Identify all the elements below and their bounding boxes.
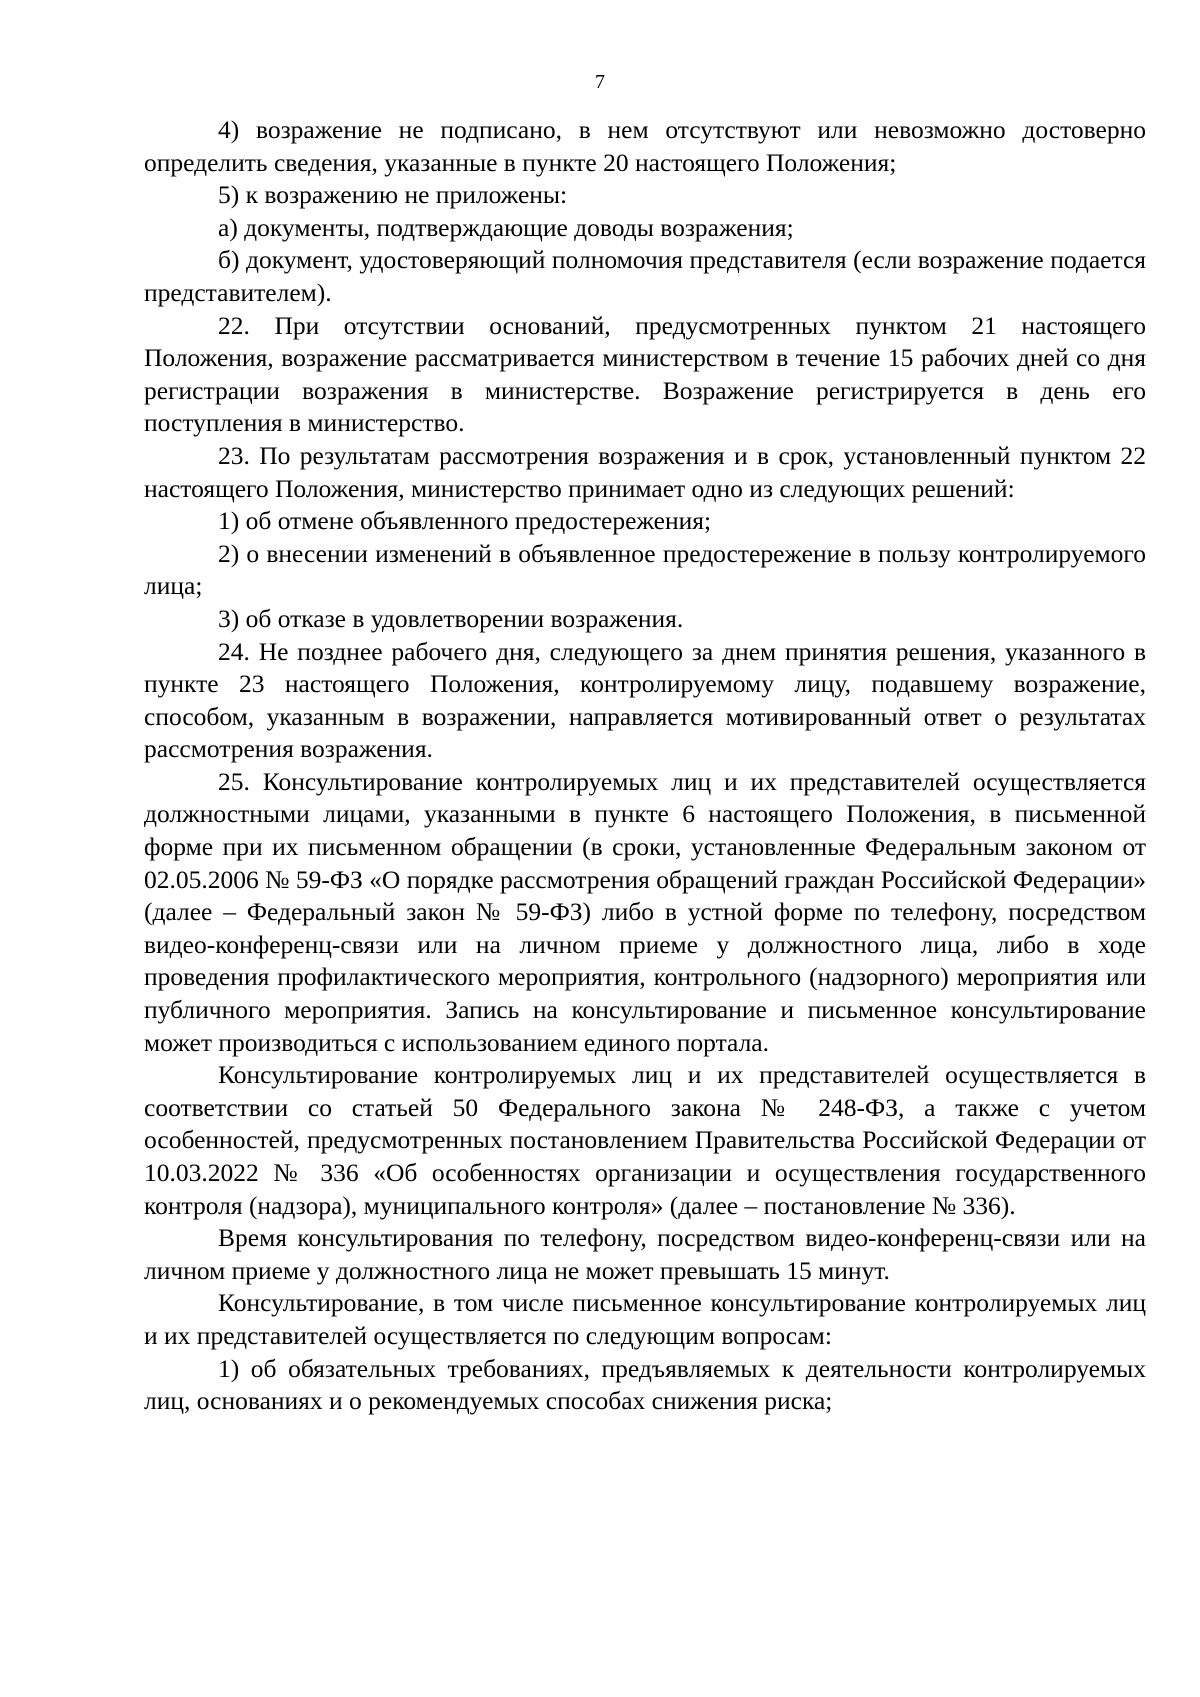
page-number: 7 (595, 71, 605, 93)
paragraph-decision-3: 3) об отказе в удовлетворении возражения. (218, 603, 684, 633)
paragraph-decision-2: 2) о внесении изменений в объявленное предостережение в пользу контролируемого лица; (144, 538, 1146, 601)
paragraph-clause-22: 22. При отсутствии оснований, предусмотренных пунктом 21 настоящего Положения, возражение рассматривается министерством в течение 15 рабочих дней со дня регистрации возражения в министерстве. Возражение регистрируется в день его поступления в министерство. (144, 310, 1146, 438)
paragraph-subitem-b: б) документ, удостоверяющий полномочия представителя (если возражение подается представителем). (144, 245, 1146, 307)
paragraph-clause-24: 24. Не позднее рабочего дня, следующего за днем принятия решения, указанного в пункте 23 настоящего Положения, контролируемому лицу, подавшему возражение, способом, указанным в возражении, направляется мотивированный ответ о результатах рассмотрения возражения. (144, 636, 1146, 764)
paragraph-clause-25: 25. Консультирование контролируемых лиц и их представителей осуществляется должностными лицами, указанными в пункте 6 настоящего Положения, в письменной форме при их письменном обращении (в сроки, установленные Федеральным законом от 02.05.2006 № 59-ФЗ «О порядке рассмотрения обращений граждан Российской Федерации» (далее – Федеральный закон № 59-ФЗ) либо в устной форме по телефону, посредством видео-конференц-связи или на личном приеме у должностного лица, либо в ходе проведения профилактического мероприятия, контрольного (надзорного) мероприятия или публичного мероприятия. Запись на консультирование и письменное консультирование может производиться с использованием единого портала. (144, 766, 1146, 1057)
paragraph-clause-23: 23. По результатам рассмотрения возражения и в срок, установленный пунктом 22 настоящего Положения, министерство принимает одно из следующих решений: (144, 440, 1146, 503)
paragraph-item-4-unsigned: 4) возражение не подписано, в нем отсутствуют или невозможно достоверно определить сведения, указанные в пункте 20 настоящего Положения; (144, 115, 1146, 177)
paragraph-item-5-not-attached: 5) к возражению не приложены: (218, 180, 568, 210)
paragraph-topic-1: 1) об обязательных требованиях, предъявляемых к деятельности контролируемых лиц, основаниях и о рекомендуемых способах снижения риска; (144, 1353, 1146, 1416)
document-body (144, 114, 1146, 1418)
paragraph-consulting-topics: Консультирование, в том числе письменное консультирование контролируемых лиц и их представителей осуществляется по следующим вопросам: (144, 1288, 1146, 1350)
paragraph-consulting-time: Время консультирования по телефону, посредством видео-конференц-связи или на личном приеме у должностного лица не может превышать 15 минут. (144, 1223, 1146, 1285)
paragraph-subitem-a: а) документы, подтверждающие доводы возражения; (218, 212, 794, 242)
paragraph-decision-1: 1) об отмене объявленного предостережения; (218, 506, 712, 536)
paragraph-consulting-law: Консультирование контролируемых лиц и их представителей осуществляется в соответствии со статьей 50 Федерального закона № 248-ФЗ, а также с учетом особенностей, предусмотренных постановлением Правительства Российской Федерации от 10.03.2022 № 336 «Об особенностях организации и осуществления государственного контроля (надзора), муниципального контроля» (далее – постановление № 336). (144, 1060, 1146, 1220)
